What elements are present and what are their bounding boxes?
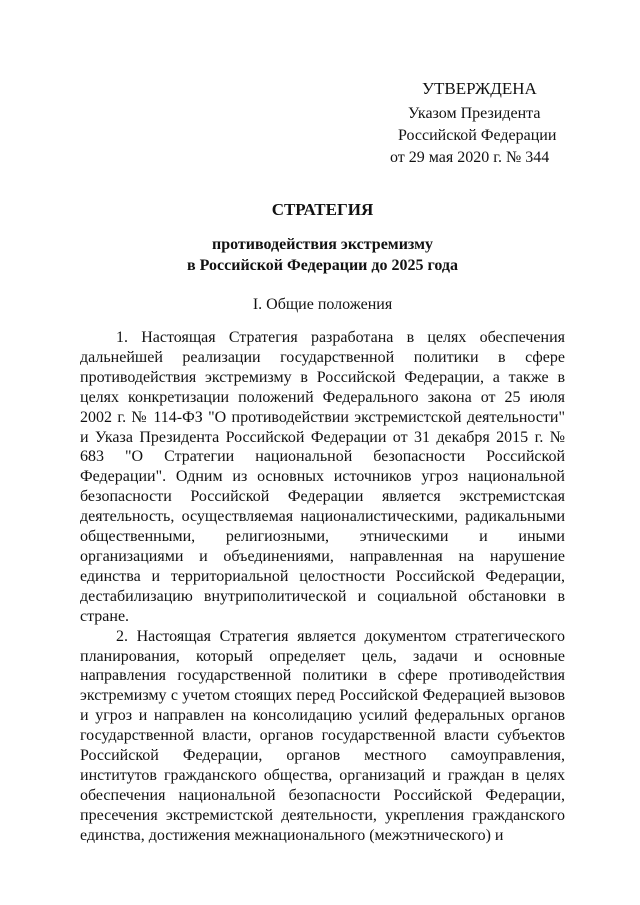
document-body	[80, 328, 565, 846]
approval-line-2: Российской Федерации	[398, 127, 557, 144]
approval-heading: УТВЕРЖДЕНА	[422, 79, 537, 98]
approval-stamp	[390, 78, 598, 169]
title-block	[80, 200, 565, 276]
document-subtitle-line-2: в Российской Федерации до 2025 года	[187, 257, 458, 274]
section-heading: I. Общие положения	[252, 296, 393, 313]
approval-line-1: Указом Президента	[408, 105, 541, 122]
paragraph-2: 2. Настоящая Стратегия является документом стратегического планирования, который определяет цель, задачи и основные направления государственной политики в сфере противодействия экстремизму с учетом стоящих перед Российской Федерацией вызовов и угроз и направлен на консолидацию усилий федеральных органов государственной власти, органов государственной власти субъектов Российской Федерации, органов местного самоуправления, институтов гражданского общества, организаций и граждан в целях обеспечения национальной безопасности Российской Федерации, пресечения экстремистской деятельности, укрепления гражданского единства, достижения межнационального (межэтнического) и	[80, 627, 565, 844]
approval-line-3: от 29 мая 2020 г. № 344	[390, 149, 550, 166]
paragraph-1: 1. Настоящая Стратегия разработана в целях обеспечения дальнейшей реализации государственной политики в сфере противодействия экстремизму в Российской Федерации, а также в целях конкретизации положений Федерального закона от 25 июля 2002 г. № 114-ФЗ "О противодействии экстремистской деятельности" и Указа Президента Российской Федерации от 31 декабря 2015 г. № 683 "О Стратегии национальной безопасности Российской Федерации". Одним из основных источников угроз национальной безопасности Российской Федерации является экстремистская деятельность, осуществляемая националистическими, радикальными общественными, религиозными, этническими и иными организациями и объединениями, направленная на нарушение единства и территориальной целостности Российской Федерации, дестабилизацию внутриполитической и социальной обстановки в стране.	[80, 329, 565, 625]
document-title: СТРАТЕГИЯ	[271, 200, 374, 219]
document-subtitle-line-1: противодействия экстремизму	[211, 236, 434, 253]
